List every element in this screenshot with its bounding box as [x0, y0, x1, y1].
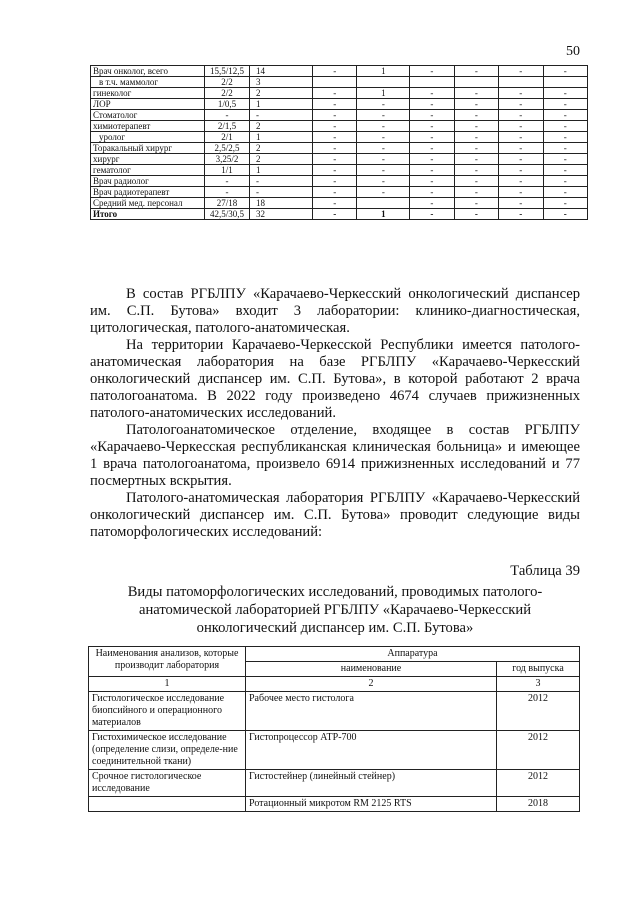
- table-cell: Врач радиолог: [91, 176, 205, 187]
- table-cell: 1: [357, 66, 410, 77]
- table-cell: Торакальный хирург: [91, 143, 205, 154]
- table-cell: -: [357, 132, 410, 143]
- table-cell-equipment: Рабочее место гистолога: [246, 692, 497, 731]
- table-cell: -: [543, 154, 587, 165]
- table-cell: 1: [250, 132, 313, 143]
- table-cell: -: [313, 132, 357, 143]
- table-cell: -: [313, 121, 357, 132]
- table-cell: -: [313, 66, 357, 77]
- body-text: [90, 286, 580, 541]
- table-cell: -: [543, 198, 587, 209]
- table-row: [89, 797, 580, 812]
- table-cell: [410, 77, 454, 88]
- table-cell: -: [313, 209, 357, 220]
- table-cell: 2/1: [205, 132, 250, 143]
- table-cell: -: [499, 110, 543, 121]
- table-row: [91, 154, 588, 165]
- table-cell: -: [454, 99, 498, 110]
- table-cell: Средний мед. персонал: [91, 198, 205, 209]
- table-cell: -: [543, 99, 587, 110]
- table-cell: -: [454, 176, 498, 187]
- table-cell: 27/18: [205, 198, 250, 209]
- table-row: [91, 99, 588, 110]
- table-cell: -: [543, 66, 587, 77]
- table-row: [91, 121, 588, 132]
- table-cell: -: [357, 121, 410, 132]
- table-cell: ЛОР: [91, 99, 205, 110]
- table-row: [89, 731, 580, 770]
- table-cell: [357, 198, 410, 209]
- table-row: [91, 165, 588, 176]
- table-row: [91, 143, 588, 154]
- table-cell: -: [410, 143, 454, 154]
- header-year: год выпуска: [497, 662, 580, 677]
- table-cell: -: [499, 121, 543, 132]
- table-row: [91, 88, 588, 99]
- table-cell: -: [454, 110, 498, 121]
- table-cell: 1: [250, 165, 313, 176]
- table-cell: -: [410, 187, 454, 198]
- equipment-table: [88, 646, 580, 812]
- table-cell: -: [543, 110, 587, 121]
- table-cell: -: [543, 187, 587, 198]
- table-cell: -: [357, 154, 410, 165]
- table-cell: 2: [250, 88, 313, 99]
- table-cell: -: [454, 66, 498, 77]
- table-cell: -: [313, 165, 357, 176]
- table-cell: -: [543, 132, 587, 143]
- table-cell: 1/1: [205, 165, 250, 176]
- table-cell: -: [454, 88, 498, 99]
- paragraph: Патологоанатомическое отделение, входящее в состав РГБЛПУ «Карачаево-Черкесская республиканская клиническая больница» и имеющее 1 врача патологоанатома, произвело 6914 прижизненных исследований и 77 посмертных вскрытия.: [90, 422, 580, 489]
- table-cell: в т.ч. маммолог: [91, 77, 205, 88]
- table-cell: -: [410, 132, 454, 143]
- table-cell-year: 2012: [497, 731, 580, 770]
- table-cell: -: [454, 198, 498, 209]
- staff-table: [90, 65, 588, 220]
- table-cell: 14: [250, 66, 313, 77]
- table-cell: гинеколог: [91, 88, 205, 99]
- table-cell: 2: [250, 143, 313, 154]
- table-cell: 1: [357, 209, 410, 220]
- table-cell: 1: [250, 99, 313, 110]
- table-cell: -: [454, 187, 498, 198]
- table-cell: -: [410, 121, 454, 132]
- table-cell: -: [357, 110, 410, 121]
- table-cell: Итого: [91, 209, 205, 220]
- table-row: [91, 110, 588, 121]
- table-cell: [357, 77, 410, 88]
- table-cell: -: [543, 88, 587, 99]
- table-cell: -: [499, 143, 543, 154]
- table-cell: -: [499, 66, 543, 77]
- table-row: [91, 66, 588, 77]
- table-cell-year: 2012: [497, 692, 580, 731]
- header-equipment-name: наименование: [246, 662, 497, 677]
- table-cell: -: [410, 110, 454, 121]
- table-row: [91, 187, 588, 198]
- table-cell: 42,5/30,5: [205, 209, 250, 220]
- table-cell: -: [313, 110, 357, 121]
- table-cell: 3,25/2: [205, 154, 250, 165]
- table-cell: -: [250, 110, 313, 121]
- table-cell-equipment: Гистопроцессор АТР-700: [246, 731, 497, 770]
- table-cell: -: [410, 176, 454, 187]
- table-cell: -: [313, 143, 357, 154]
- table-cell: -: [357, 143, 410, 154]
- table-row: [89, 692, 580, 731]
- table-label: Таблица 39: [510, 563, 580, 579]
- table-cell: -: [250, 176, 313, 187]
- table-title: Виды патоморфологических исследований, проводимых патолого-анатомической лабораторией РГБЛПУ «Карачаево-Черкесский онкологический диспансер им. С.П. Бутова»: [127, 584, 543, 636]
- table-cell: 18: [250, 198, 313, 209]
- table-cell: 2: [250, 154, 313, 165]
- table-cell: -: [499, 99, 543, 110]
- header-num-3: 3: [497, 677, 580, 692]
- table-row: [91, 176, 588, 187]
- table-cell-equipment: Ротационный микротом RM 2125 RTS: [246, 797, 497, 812]
- table-cell: -: [410, 209, 454, 220]
- table-cell: -: [454, 132, 498, 143]
- table-row: [91, 77, 588, 88]
- table-cell: -: [499, 187, 543, 198]
- table-cell: -: [410, 165, 454, 176]
- header-num-2: 2: [246, 677, 497, 692]
- table-cell: -: [454, 154, 498, 165]
- table-cell: -: [410, 198, 454, 209]
- table-cell: -: [357, 99, 410, 110]
- table-cell: -: [205, 187, 250, 198]
- table-cell: -: [357, 176, 410, 187]
- table-cell-analysis: Гистологическое исследование биопсийного и операционного материалов: [89, 692, 246, 731]
- table-cell: -: [410, 154, 454, 165]
- table-row: [91, 209, 588, 220]
- table-cell: -: [454, 121, 498, 132]
- table-cell: -: [499, 165, 543, 176]
- table-cell: -: [499, 176, 543, 187]
- table-cell: 2/2: [205, 88, 250, 99]
- table-cell-analysis: Срочное гистологическое исследование: [89, 770, 246, 797]
- table-cell: -: [357, 187, 410, 198]
- table-cell: -: [313, 154, 357, 165]
- table-cell: -: [499, 88, 543, 99]
- header-equipment-group: Аппаратура: [246, 647, 580, 662]
- table-cell-year: 2012: [497, 770, 580, 797]
- table-cell: уролог: [91, 132, 205, 143]
- table-cell: -: [205, 110, 250, 121]
- header-num-1: 1: [89, 677, 246, 692]
- table-cell: -: [313, 88, 357, 99]
- table-cell: 1: [357, 88, 410, 99]
- table-cell: -: [313, 99, 357, 110]
- table-cell: -: [499, 154, 543, 165]
- table-cell: -: [313, 176, 357, 187]
- table-cell: -: [410, 66, 454, 77]
- table-cell: Стоматолог: [91, 110, 205, 121]
- table-cell-analysis: Гистохимическое исследование (определение слизи, определе-ние соединительной ткани): [89, 731, 246, 770]
- table-cell: -: [454, 209, 498, 220]
- table-cell: Врач онколог, всего: [91, 66, 205, 77]
- paragraph: На территории Карачаево-Черкесской Республики имеется патолого-анатомическая лаборатория на базе РГБЛПУ «Карачаево-Черкесский онкологический диспансер им. С.П. Бутова», в которой работают 2 врача патологоанатома. В 2022 году произведено 4674 случаев прижизненных патолого-анатомических исследований.: [90, 337, 580, 421]
- table-cell: -: [410, 99, 454, 110]
- table-cell: -: [313, 187, 357, 198]
- table-cell: -: [543, 165, 587, 176]
- table-cell: [499, 77, 543, 88]
- table-cell: 2,5/2,5: [205, 143, 250, 154]
- table-cell: -: [543, 121, 587, 132]
- table-cell: -: [499, 198, 543, 209]
- table-cell-analysis: [89, 797, 246, 812]
- table-cell: 15,5/12,5: [205, 66, 250, 77]
- table-cell: -: [543, 176, 587, 187]
- table-cell: 2: [250, 121, 313, 132]
- table-cell: гематолог: [91, 165, 205, 176]
- paragraph: Патолого-анатомическая лаборатория РГБЛПУ «Карачаево-Черкесский онкологический диспансер им. С.П. Бутова» проводит следующие виды патоморфологических исследований:: [90, 490, 580, 540]
- table-cell: -: [454, 165, 498, 176]
- table-cell: -: [250, 187, 313, 198]
- table-cell: 3: [250, 77, 313, 88]
- table-cell-year: 2018: [497, 797, 580, 812]
- table-cell: -: [313, 198, 357, 209]
- table-cell: 2/2: [205, 77, 250, 88]
- table-cell: [313, 77, 357, 88]
- table-cell: -: [543, 209, 587, 220]
- table-cell: 32: [250, 209, 313, 220]
- table-cell: Врач радиотерапевт: [91, 187, 205, 198]
- header-analysis: Наименования анализов, которые производит лаборатория: [89, 647, 246, 677]
- table-cell: -: [410, 88, 454, 99]
- paragraph: В состав РГБЛПУ «Карачаево-Черкесский онкологический диспансер им. С.П. Бутова» входит 3 лаборатории: клинико-диагностическая, цитологическая, патолого-анатомическая.: [90, 286, 580, 336]
- table-row: [91, 198, 588, 209]
- table-cell: [454, 77, 498, 88]
- table-cell: 1/0,5: [205, 99, 250, 110]
- table-cell: [543, 77, 587, 88]
- table-cell-equipment: Гистостейнер (линейный стейнер): [246, 770, 497, 797]
- table-cell: хирург: [91, 154, 205, 165]
- table-row: [89, 770, 580, 797]
- table-cell: -: [499, 209, 543, 220]
- table-row: [91, 132, 588, 143]
- table-cell: -: [205, 176, 250, 187]
- table-cell: химиотерапевт: [91, 121, 205, 132]
- table-cell: -: [543, 143, 587, 154]
- table-cell: -: [357, 165, 410, 176]
- table-cell: -: [454, 143, 498, 154]
- table-cell: -: [499, 132, 543, 143]
- table-cell: 2/1,5: [205, 121, 250, 132]
- page-number: 50: [566, 44, 580, 59]
